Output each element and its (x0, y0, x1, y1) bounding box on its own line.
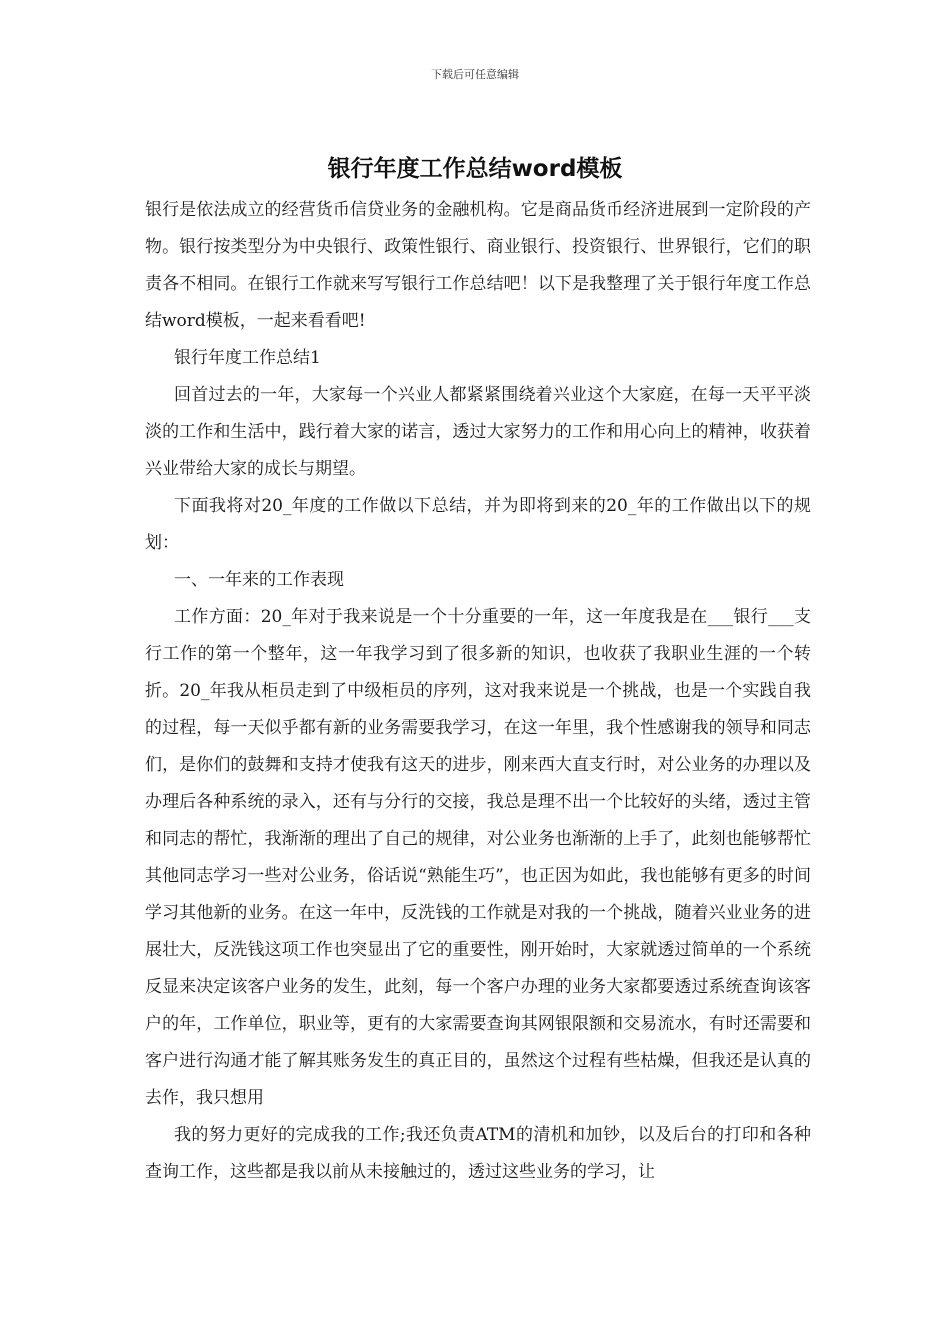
header-note: 下载后可任意编辑 (431, 68, 519, 81)
paragraph: 银行是依法成立的经营货币信贷业务的金融机构。它是商品货币经济进展到一定阶段的产物。银行按类型分为中央银行、政策性银行、商业银行、投资银行、世界银行，它们的职责各不相同。在银行工作就来写写银行工作总结吧！以下是我整理了关于银行年度工作总结word模板，一起来看看吧! (145, 200, 811, 331)
document-body (145, 192, 811, 1191)
document-title: 银行年度工作总结word模板 (327, 156, 623, 182)
paragraph: 一、一年来的工作表现 (174, 570, 344, 590)
paragraph: 银行年度工作总结1 (174, 348, 321, 368)
paragraph: 回首过去的一年，大家每一个兴业人都紧紧围绕着兴业这个大家庭，在每一天平平淡淡的工作和生活中，践行着大家的诺言，透过大家努力的工作和用心向上的精神，收获着兴业带给大家的成长与期望。 (145, 385, 811, 479)
paragraph: 下面我将对20_年度的工作做以下总结，并为即将到来的20_年的工作做出以下的规划： (145, 496, 811, 553)
paragraph: 我的努力更好的完成我的工作;我还负责ATM的清机和加钞，以及后台的打印和各种查询工作，这些都是我以前从未接触过的，透过这些业务的学习，让 (145, 1125, 811, 1182)
paragraph: 工作方面：20_年对于我来说是一个十分重要的一年，这一年度我是在___银行___支行工作的第一个整年，这一年我学习到了很多新的知识，也收获了我职业生涯的一个转折。20_年我从柜员走到了中级柜员的序列，这对我来说是一个挑战，也是一个实践自我的过程，每一天似乎都有新的业务需要我学习，在这一年里，我个性感谢我的领导和同志们，是你们的鼓舞和支持才使我有这天的进步，刚来西大直支行时，对公业务的办理以及办理后各种系统的录入，还有与分行的交接，我总是理不出一个比较好的头绪，透过主管和同志的帮忙，我渐渐的理出了自己的规律，对公业务也渐渐的上手了，此刻也能够帮忙其他同志学习一些对公业务，俗话说“熟能生巧”，也正因为如此，我也能够有更多的时间学习其他新的业务。在这一年中，反洗钱的工作就是对我的一个挑战，随着兴业业务的进展壮大，反洗钱这项工作也突显出了它的重要性，刚开始时，大家就透过简单的一个系统反显来决定该客户业务的发生，此刻，每一个客户办理的业务大家都要透过系统查询该客户的年，工作单位，职业等，更有的大家需要查询其网银限额和交易流水，有时还需要和客户进行沟通才能了解其账务发生的真正目的，虽然这个过程有些枯燥，但我还是认真的去作，我只想用 (145, 607, 811, 1108)
